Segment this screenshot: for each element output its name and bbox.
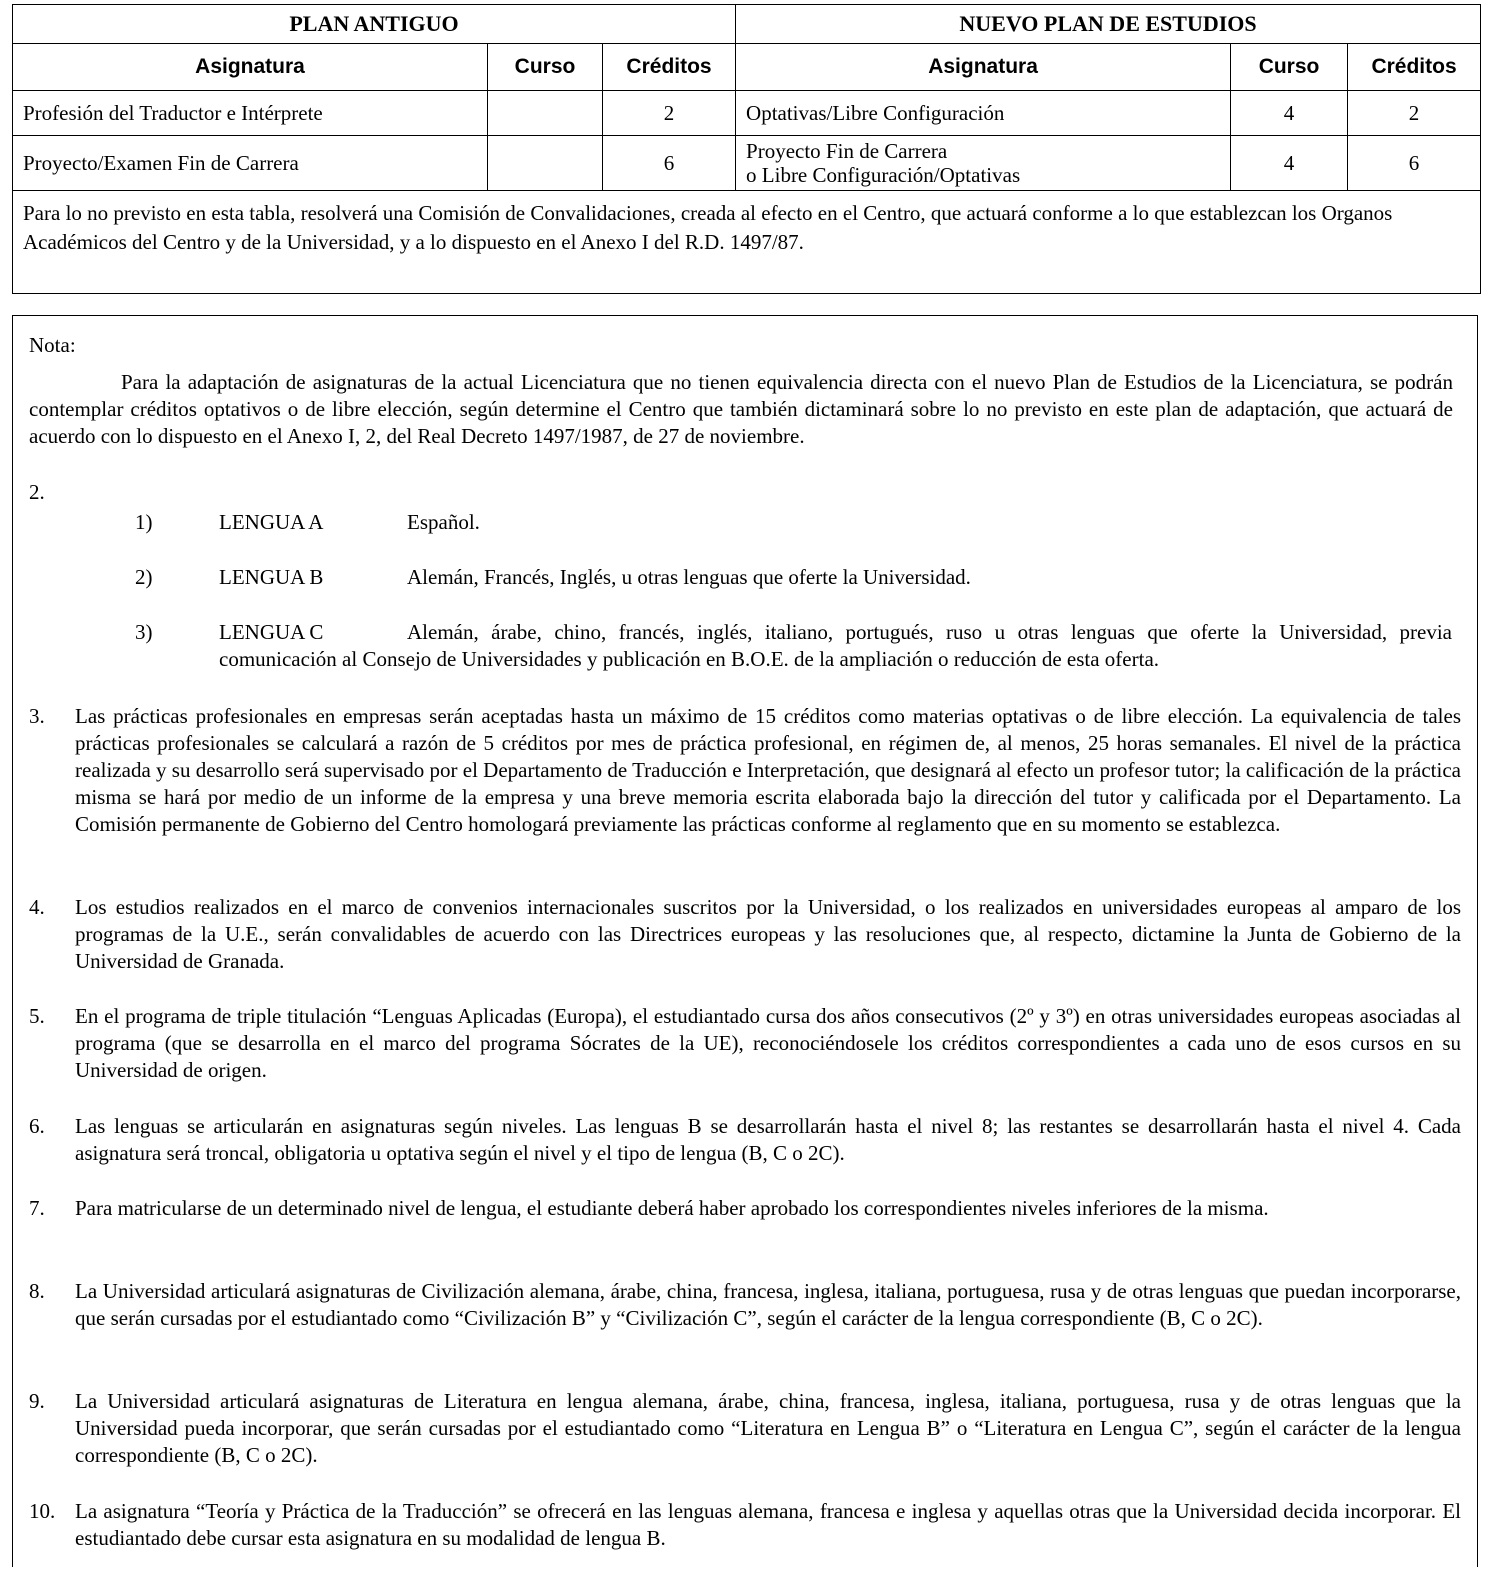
old-credits-header: Créditos bbox=[603, 44, 736, 91]
language-number: 3) bbox=[135, 620, 153, 644]
item-text: La asignatura “Teoría y Práctica de la Traducción” se ofrecerá en las lenguas alemana, francesa e inglesa y aquellas otras que la Universidad decida incorporar. El estudiantado debe cursar esta asignatura en su modalidad de lengua B. bbox=[75, 1499, 1461, 1550]
language-number: 1) bbox=[135, 510, 153, 534]
item-number: 3. bbox=[29, 704, 45, 728]
new-credits-header: Créditos bbox=[1348, 44, 1481, 91]
item-number: 9. bbox=[29, 1389, 45, 1413]
new-credits-cell: 2 bbox=[1348, 91, 1481, 136]
new-course-header: Curso bbox=[1231, 44, 1348, 91]
old-subject-cell: Proyecto/Examen Fin de Carrera bbox=[13, 136, 488, 191]
item-text: La Universidad articulará asignaturas de Civilización alemana, árabe, china, francesa, inglesa, italiana, portuguesa, rusa y de otras lenguas que puedan incorporarse, que serán cursadas por el estudiantado como “Civilización B” y “Civilización C”, según el carácter de la lengua correspondiente (B, C o 2C). bbox=[75, 1279, 1461, 1330]
old-subject-cell: Profesión del Traductor e Intérprete bbox=[13, 91, 488, 136]
language-number: 2) bbox=[135, 565, 153, 589]
old-subject-header: Asignatura bbox=[13, 44, 488, 91]
item-number: 2. bbox=[29, 480, 45, 504]
item-text: Las prácticas profesionales en empresas serán aceptadas hasta un máximo de 15 créditos como materias optativas o de libre elección. La equivalencia de tales prácticas profesionales se calculará a razón de 5 créditos por mes de práctica profesional, en régimen de, al menos, 25 horas semanales. El nivel de la práctica realizada y su desarrollo será supervisado por el Departamento de Traducción e Interpretación, que designará al efecto un profesor tutor; la calificación de la práctica misma se hará por medio de un informe de la empresa y una breve memoria escrita elaborada bajo la dirección del tutor y calificada por el Departamento. La Comisión permanente de Gobierno del Centro homologará previamente las prácticas conforme al reglamento que en su momento se establezca. bbox=[75, 704, 1461, 836]
new-plan-title: NUEVO PLAN DE ESTUDIOS bbox=[736, 5, 1481, 44]
item-text: Los estudios realizados en el marco de convenios internacionales suscritos por la Universidad, o los realizados en universidades europeas al amparo de los programas de la U.E., serán convalidables de acuerdo con las Directrices europeas y las resoluciones que, al respecto, dictamine la Junta de Gobierno de la Universidad de Granada. bbox=[75, 895, 1461, 973]
item-number: 5. bbox=[29, 1004, 45, 1028]
item-number: 4. bbox=[29, 895, 45, 919]
table-footnote: Para lo no previsto en esta tabla, resolverá una Comisión de Convalidaciones, creada al efecto en el Centro, que actuará conforme a lo que establezcan los Organos Académicos del Centro y de la Universidad, y a lo dispuesto en el Anexo I del R.D. 1497/87. bbox=[13, 191, 1481, 294]
new-credits-cell: 6 bbox=[1348, 136, 1481, 191]
new-subject-header: Asignatura bbox=[736, 44, 1231, 91]
new-subject-line: o Libre Configuración/Optativas bbox=[746, 163, 1021, 187]
language-name: LENGUA A bbox=[219, 510, 324, 534]
convalidation-table bbox=[12, 4, 1481, 294]
old-plan-title: PLAN ANTIGUO bbox=[13, 5, 736, 44]
language-name: LENGUA C bbox=[219, 620, 324, 644]
language-name: LENGUA B bbox=[219, 565, 324, 589]
item-number: 8. bbox=[29, 1279, 45, 1303]
notes-box bbox=[12, 315, 1478, 1567]
new-course-cell: 4 bbox=[1231, 91, 1348, 136]
item-text: En el programa de triple titulación “Lenguas Aplicadas (Europa), el estudiantado cursa dos años consecutivos (2º y 3º) en otras universidades europeas asociadas al programa (que se desarrolla en el marco del programa Sócrates de la UE), reconociéndosele los créditos correspondientes a cada uno de esos cursos en su Universidad de origen. bbox=[75, 1004, 1461, 1082]
old-credits-cell: 2 bbox=[603, 91, 736, 136]
table-row bbox=[13, 91, 1481, 136]
new-subject-cell bbox=[736, 136, 1231, 191]
item-text: La Universidad articulará asignaturas de Literatura en lengua alemana, árabe, china, francesa, inglesa, italiana, portuguesa, rusa y de otras lenguas que la Universidad pueda incorporar, que serán cursadas por el estudiantado como “Literatura en Lengua B” o “Literatura en Lengua C”, según el carácter de la lengua correspondiente (B, C o 2C). bbox=[75, 1389, 1461, 1467]
item-number: 6. bbox=[29, 1114, 45, 1138]
language-description: Alemán, árabe, chino, francés, inglés, italiano, portugués, ruso u otras lenguas que oferte la Universidad, previa comunicación al Consejo de Universidades y publicación en B.O.E. de la ampliación o reducción de esta oferta. bbox=[219, 620, 1452, 671]
new-subject-line: Proyecto Fin de Carrera bbox=[746, 139, 948, 163]
nota-label: Nota: bbox=[29, 333, 76, 357]
plan-header-row bbox=[13, 5, 1481, 44]
new-subject-cell: Optativas/Libre Configuración bbox=[736, 91, 1231, 136]
old-course-header: Curso bbox=[488, 44, 603, 91]
old-credits-cell: 6 bbox=[603, 136, 736, 191]
item-text: Las lenguas se articularán en asignaturas según niveles. Las lenguas B se desarrollarán hasta el nivel 8; las restantes se desarrollarán hasta el nivel 4. Cada asignatura será troncal, obligatoria u optativa según el nivel y el tipo de lengua (B, C o 2C). bbox=[75, 1114, 1461, 1165]
old-course-cell bbox=[488, 136, 603, 191]
item-number: 7. bbox=[29, 1196, 45, 1220]
old-course-cell bbox=[488, 91, 603, 136]
column-header-row bbox=[13, 44, 1481, 91]
item-number: 10. bbox=[29, 1499, 56, 1523]
table-row bbox=[13, 136, 1481, 191]
new-course-cell: 4 bbox=[1231, 136, 1348, 191]
item-text: Para matricularse de un determinado nivel de lengua, el estudiante deberá haber aprobado los correspondientes niveles inferiores de la misma. bbox=[75, 1196, 1269, 1220]
language-description: Español. bbox=[407, 510, 480, 534]
table-footnote-row bbox=[13, 191, 1481, 294]
language-description: Alemán, Francés, Inglés, u otras lenguas que oferte la Universidad. bbox=[407, 565, 971, 589]
nota-intro-paragraph: Para la adaptación de asignaturas de la actual Licenciatura que no tienen equivalencia directa con el nuevo Plan de Estudios de la Licenciatura, se podrán contemplar créditos optativos o de libre elección, según determine el Centro que también dictaminará sobre lo no previsto en este plan de adaptación, que actuará de acuerdo con lo dispuesto en el Anexo I, 2, del Real Decreto 1497/1987, de 27 de noviembre. bbox=[29, 370, 1453, 448]
